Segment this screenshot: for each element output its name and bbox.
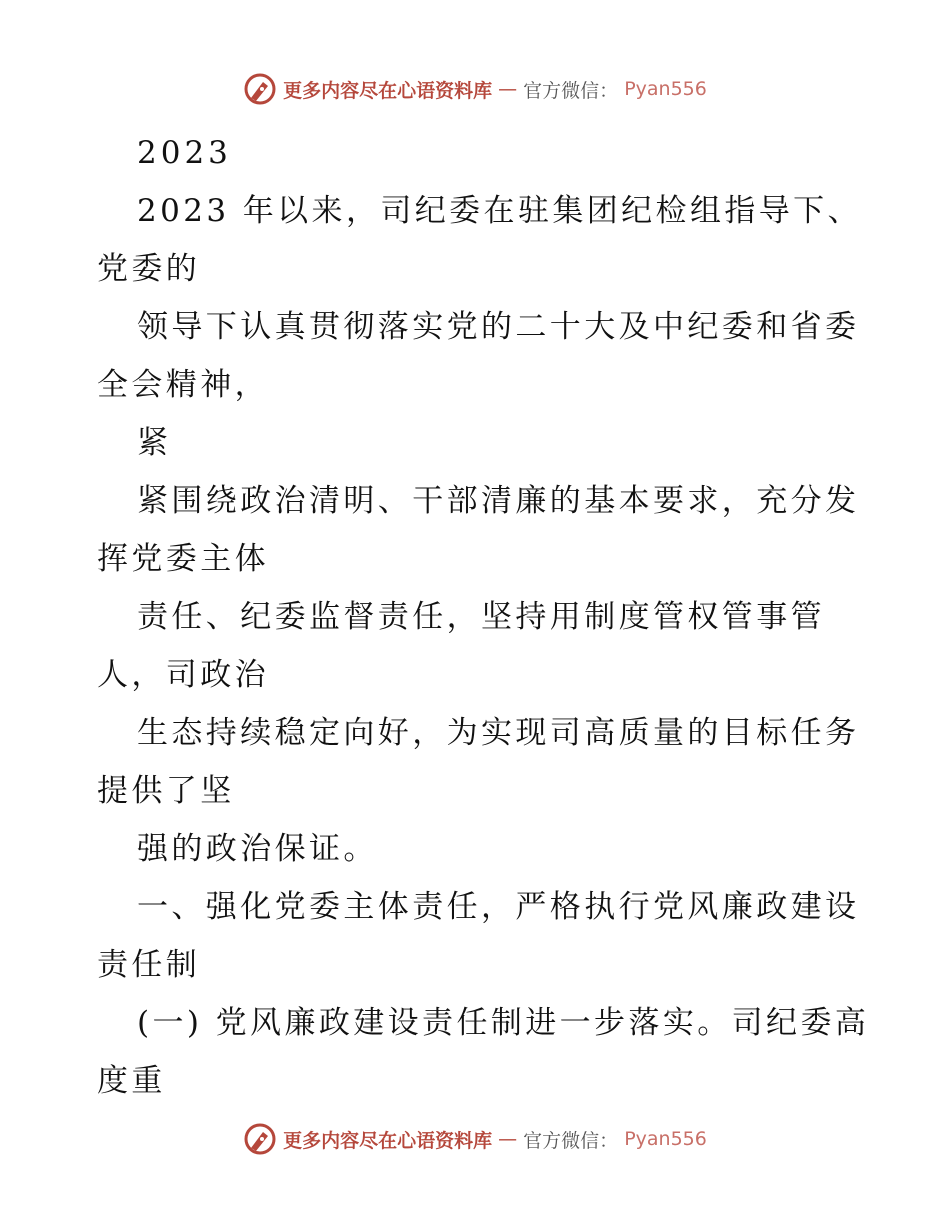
watermark-library-text: 更多内容尽在心语资料库	[283, 79, 493, 102]
body-line: 2023	[137, 135, 232, 171]
watermark-official-label: 官方微信：	[523, 1129, 619, 1152]
body-line: 挥党委主体	[97, 541, 269, 577]
subsection-heading: (一) 党风廉政建设责任制进一步落实。司纪委高	[137, 1005, 870, 1041]
header-watermark	[0, 72, 950, 106]
body-line: 责任、纪委监督责任，坚持用制度管权管事管	[137, 599, 825, 635]
watermark-dash: —	[498, 1128, 518, 1150]
body-line: 2023 年以来，司纪委在驻集团纪检组指导下、	[137, 193, 862, 229]
body-line: 生态持续稳定向好，为实现司高质量的目标任务	[137, 715, 860, 751]
watermark-official-label: 官方微信：	[523, 79, 619, 102]
watermark-account: Pyan556	[624, 78, 707, 100]
footer-watermark	[0, 1122, 950, 1156]
watermark-library-text: 更多内容尽在心语资料库	[283, 1129, 493, 1152]
section-heading-continued: 责任制	[97, 947, 201, 983]
body-line: 紧	[137, 425, 172, 461]
body-line: 全会精神，	[97, 367, 269, 403]
pen-nib-logo-icon	[243, 72, 277, 106]
watermark-account: Pyan556	[624, 1128, 707, 1150]
pen-nib-logo-icon	[243, 1122, 277, 1156]
body-line: 强的政治保证。	[137, 831, 378, 867]
body-line: 度重	[97, 1063, 166, 1099]
body-line: 紧围绕政治清明、干部清廉的基本要求，充分发	[137, 483, 860, 519]
document-body	[97, 124, 870, 1110]
section-heading: 一、强化党委主体责任，严格执行党风廉政建设	[137, 889, 860, 925]
body-line: 党委的	[97, 251, 201, 287]
body-line: 领导下认真贯彻落实党的二十大及中纪委和省委	[137, 309, 860, 345]
watermark-dash: —	[498, 78, 518, 100]
body-line: 人，司政治	[97, 657, 269, 693]
body-line: 提供了坚	[97, 773, 235, 809]
